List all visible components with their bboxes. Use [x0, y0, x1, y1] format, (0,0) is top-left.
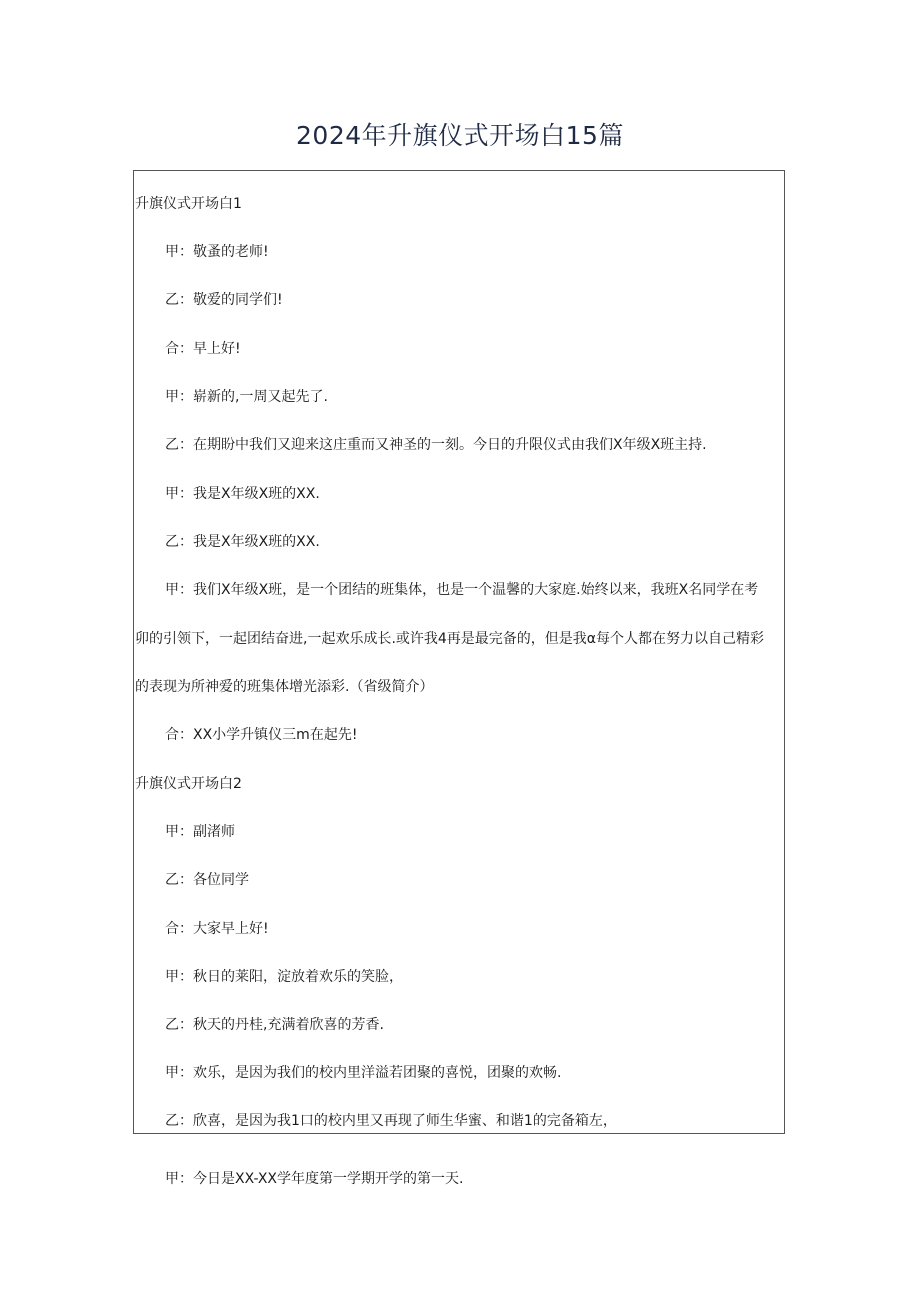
paragraph-line: 乙：各位同学: [165, 872, 249, 888]
paragraph-line-outside: 甲：今日是XX-XX学年度第一学期开学的第一天.: [165, 1171, 464, 1187]
paragraph-line: 合：XX小学升镇仪三m在起先!: [165, 727, 358, 743]
paragraph-line: 乙：秋天的丹桂,充满着欣喜的芳香.: [165, 1017, 384, 1033]
section-heading-2: 升旗仪式开场白2: [135, 776, 242, 792]
paragraph-line: 乙：在期盼中我们又迎来这庄重而又神圣的一刻。今日的升限仪式由我们X年级X班主持.: [165, 437, 707, 453]
paragraph-line: 合：大家早上好!: [165, 921, 269, 937]
paragraph-line: 甲：欢乐，是因为我们的校内里洋溢若团聚的喜悦，团聚的欢畅.: [165, 1065, 562, 1081]
content-frame: [133, 170, 785, 1134]
paragraph-line: 的表现为所神爱的班集体增光添彩.（省级简介）: [135, 679, 434, 695]
paragraph-line: 卯的引领下，一起团结奋进,一起欢乐成长.或许我4再是最完备的，但是我α每个人都在努力以自己精彩: [135, 631, 765, 647]
paragraph-line: 甲：我们X年级X班，是一个团结的班集体，也是一个温馨的大家庭.始终以来，我班X名同学在考: [165, 582, 759, 598]
section-heading-1: 升旗仪式开场白1: [135, 196, 242, 212]
paragraph-line: 甲：我是X年级X班的XX.: [165, 486, 320, 502]
paragraph-line: 甲：敬蚤的老师!: [165, 244, 269, 260]
paragraph-line: 甲：崭新的,一周又起先了.: [165, 389, 328, 405]
paragraph-line: 合：早上好!: [165, 341, 241, 357]
paragraph-line: 甲：秋日的莱阳，淀放着欢乐的笑脸，: [165, 969, 403, 985]
paragraph-line: 甲：副渚师: [165, 824, 235, 840]
paragraph-line: 乙：我是X年级X班的XX.: [165, 534, 320, 550]
paragraph-line: 乙：欣喜，是因为我1口的校内里又再现了师生华蜜、和谐1的完备箱左，: [165, 1113, 617, 1129]
document-title: 2024年升旗仪式开场白15篇: [296, 121, 624, 150]
paragraph-line: 乙：敬爱的同学们!: [165, 292, 283, 308]
